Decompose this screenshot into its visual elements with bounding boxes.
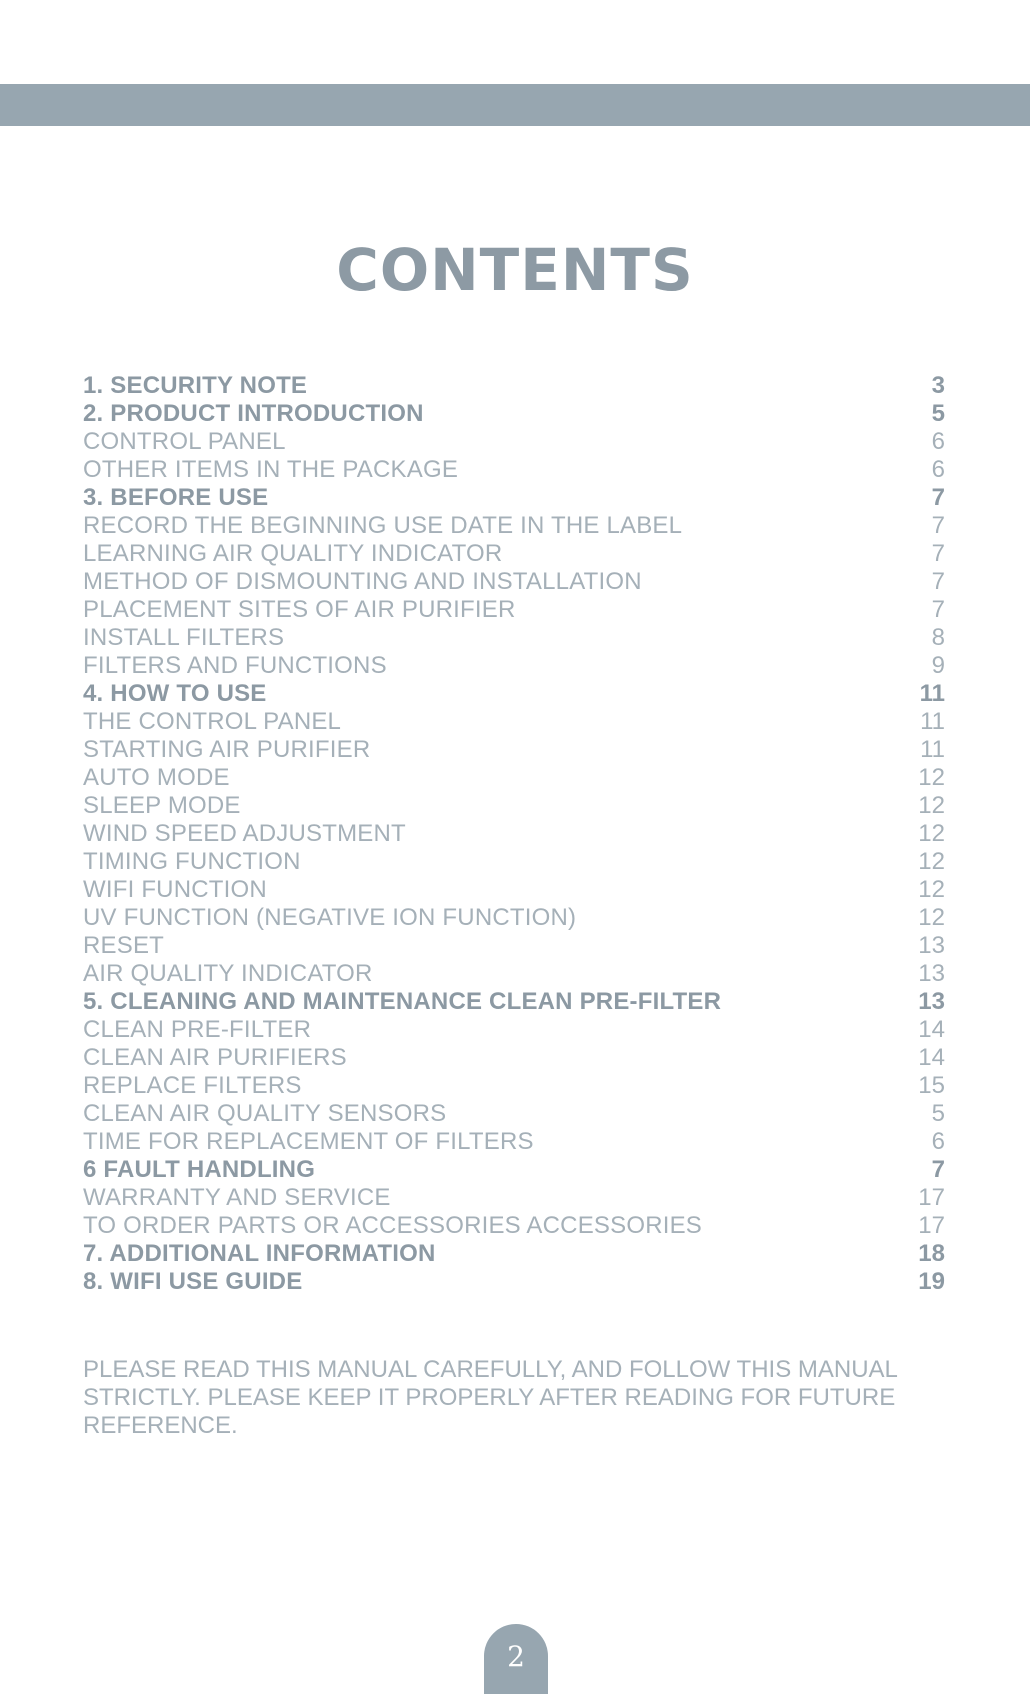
toc-entry-page: 7: [931, 568, 945, 595]
toc-entry-page: 11: [919, 680, 945, 707]
toc-entry-page: 14: [918, 1016, 945, 1043]
toc-entry-label: RECORD THE BEGINNING USE DATE IN THE LABEL: [83, 512, 683, 539]
toc-entry[interactable]: [83, 1072, 945, 1100]
toc-entry-page: 12: [918, 904, 945, 931]
toc-entry-label: OTHER ITEMS IN THE PACKAGE: [83, 456, 459, 483]
toc-entry[interactable]: [83, 820, 945, 848]
toc-entry-page: 14: [918, 1044, 945, 1071]
toc-entry-label: WIND SPEED ADJUSTMENT: [83, 820, 406, 847]
toc-entry-page: 7: [931, 540, 945, 567]
toc-entry-page: 8: [931, 624, 945, 651]
toc-entry-page: 17: [918, 1184, 945, 1211]
toc-entry-page: 12: [918, 876, 945, 903]
toc-entry-label: AUTO MODE: [83, 764, 230, 791]
toc-entry[interactable]: [83, 512, 945, 540]
toc-entry[interactable]: [83, 932, 945, 960]
toc-entry-page: 18: [918, 1240, 945, 1267]
toc-entry-page: 15: [918, 1072, 945, 1099]
toc-entry[interactable]: [83, 764, 945, 792]
toc-entry[interactable]: [83, 652, 945, 680]
toc-entry-label: THE CONTROL PANEL: [83, 708, 342, 735]
toc-entry[interactable]: [83, 876, 945, 904]
toc-section-entry[interactable]: [83, 680, 945, 708]
toc-entry-label: PLACEMENT SITES OF AIR PURIFIER: [83, 596, 516, 623]
toc-entry-label: 2. PRODUCT INTRODUCTION: [83, 400, 424, 427]
toc-entry[interactable]: [83, 428, 945, 456]
toc-entry-label: CONTROL PANEL: [83, 428, 286, 455]
toc-entry-label: FILTERS AND FUNCTIONS: [83, 652, 387, 679]
toc-entry-page: 13: [918, 960, 945, 987]
toc-entry-label: CLEAN PRE-FILTER: [83, 1016, 312, 1043]
toc-entry-page: 19: [918, 1268, 945, 1295]
toc-entry-page: 11: [920, 708, 945, 735]
toc-entry-page: 12: [918, 792, 945, 819]
toc-entry-label: SLEEP MODE: [83, 792, 241, 819]
toc-entry-label: TIME FOR REPLACEMENT OF FILTERS: [83, 1128, 534, 1155]
toc-entry[interactable]: [83, 456, 945, 484]
header-band: [0, 84, 1030, 126]
toc-entry-page: 11: [920, 736, 945, 763]
toc-entry[interactable]: [83, 904, 945, 932]
toc-entry-page: 9: [931, 652, 945, 679]
toc-entry[interactable]: [83, 848, 945, 876]
toc-entry[interactable]: [83, 624, 945, 652]
toc-entry-label: CLEAN AIR QUALITY SENSORS: [83, 1100, 447, 1127]
toc-entry-page: 3: [931, 372, 945, 399]
toc-entry-page: 12: [918, 820, 945, 847]
page-number: 2: [507, 1640, 525, 1673]
toc-entry-page: 12: [918, 848, 945, 875]
toc-entry[interactable]: [83, 596, 945, 624]
toc-section-entry[interactable]: [83, 1240, 945, 1268]
toc-entry-label: METHOD OF DISMOUNTING AND INSTALLATION: [83, 568, 642, 595]
toc-entry-page: 5: [931, 1100, 945, 1127]
toc-entry-page: 5: [931, 400, 945, 427]
toc-entry-label: 1. SECURITY NOTE: [83, 372, 308, 399]
toc-entry-label: REPLACE FILTERS: [83, 1072, 302, 1099]
toc-entry-label: 3. BEFORE USE: [83, 484, 269, 511]
toc-entry-label: 4. HOW TO USE: [83, 680, 267, 707]
toc-entry-page: 7: [931, 484, 945, 511]
toc-entry-page: 6: [931, 428, 945, 455]
toc-entry[interactable]: [83, 568, 945, 596]
toc-section-entry[interactable]: [83, 400, 945, 428]
toc-entry-label: STARTING AIR PURIFIER: [83, 736, 371, 763]
toc-entry[interactable]: [83, 1212, 945, 1240]
toc-entry-label: CLEAN AIR PURIFIERS: [83, 1044, 347, 1071]
toc-entry-label: TIMING FUNCTION: [83, 848, 301, 875]
toc-section-entry[interactable]: [83, 372, 945, 400]
page-title: CONTENTS: [336, 236, 694, 304]
toc-entry-page: 6: [931, 1128, 945, 1155]
toc-entry[interactable]: [83, 1128, 945, 1156]
toc-entry[interactable]: [83, 540, 945, 568]
toc-entry[interactable]: [83, 1100, 945, 1128]
toc-entry[interactable]: [83, 1016, 945, 1044]
toc-entry-label: 7. ADDITIONAL INFORMATION: [83, 1240, 436, 1267]
toc-entry-page: 7: [931, 1156, 945, 1183]
toc-entry-label: RESET: [83, 932, 165, 959]
toc-entry[interactable]: [83, 960, 945, 988]
toc-entry-label: INSTALL FILTERS: [83, 624, 285, 651]
toc-section-entry[interactable]: [83, 988, 945, 1016]
toc-entry-label: 8. WIFI USE GUIDE: [83, 1268, 303, 1295]
page-number-tab: [484, 1624, 548, 1694]
reading-note: PLEASE READ THIS MANUAL CAREFULLY, AND FOLLOW THIS MANUAL STRICTLY. PLEASE KEEP IT PROPERLY AFTER READING FOR FUTURE REFERENCE.: [83, 1356, 897, 1439]
toc-entry-label: WARRANTY AND SERVICE: [83, 1184, 391, 1211]
toc-entry-page: 6: [931, 456, 945, 483]
toc-entry-page: 13: [918, 932, 945, 959]
toc-section-entry[interactable]: [83, 1156, 945, 1184]
toc-entry-label: LEARNING AIR QUALITY INDICATOR: [83, 540, 503, 567]
toc-entry-label: AIR QUALITY INDICATOR: [83, 960, 373, 987]
toc-entry-page: 7: [931, 596, 945, 623]
toc-entry-page: 13: [918, 988, 945, 1015]
toc-entry-page: 12: [918, 764, 945, 791]
toc-entry-label: 5. CLEANING AND MAINTENANCE CLEAN PRE-FILTER: [83, 988, 722, 1015]
toc-entry-page: 17: [918, 1212, 945, 1239]
table-of-contents: [83, 372, 945, 1296]
toc-entry[interactable]: [83, 792, 945, 820]
toc-entry-page: 7: [931, 512, 945, 539]
toc-entry-label: UV FUNCTION (NEGATIVE ION FUNCTION): [83, 904, 577, 931]
toc-section-entry[interactable]: [83, 1268, 945, 1296]
toc-entry-label: WIFI FUNCTION: [83, 876, 267, 903]
toc-entry-label: 6 FAULT HANDLING: [83, 1156, 316, 1183]
toc-entry[interactable]: [83, 708, 945, 736]
toc-entry-label: TO ORDER PARTS OR ACCESSORIES ACCESSORIES: [83, 1212, 703, 1239]
toc-entry[interactable]: [83, 1044, 945, 1072]
toc-section-entry[interactable]: [83, 484, 945, 512]
toc-entry[interactable]: [83, 736, 945, 764]
toc-entry[interactable]: [83, 1184, 945, 1212]
